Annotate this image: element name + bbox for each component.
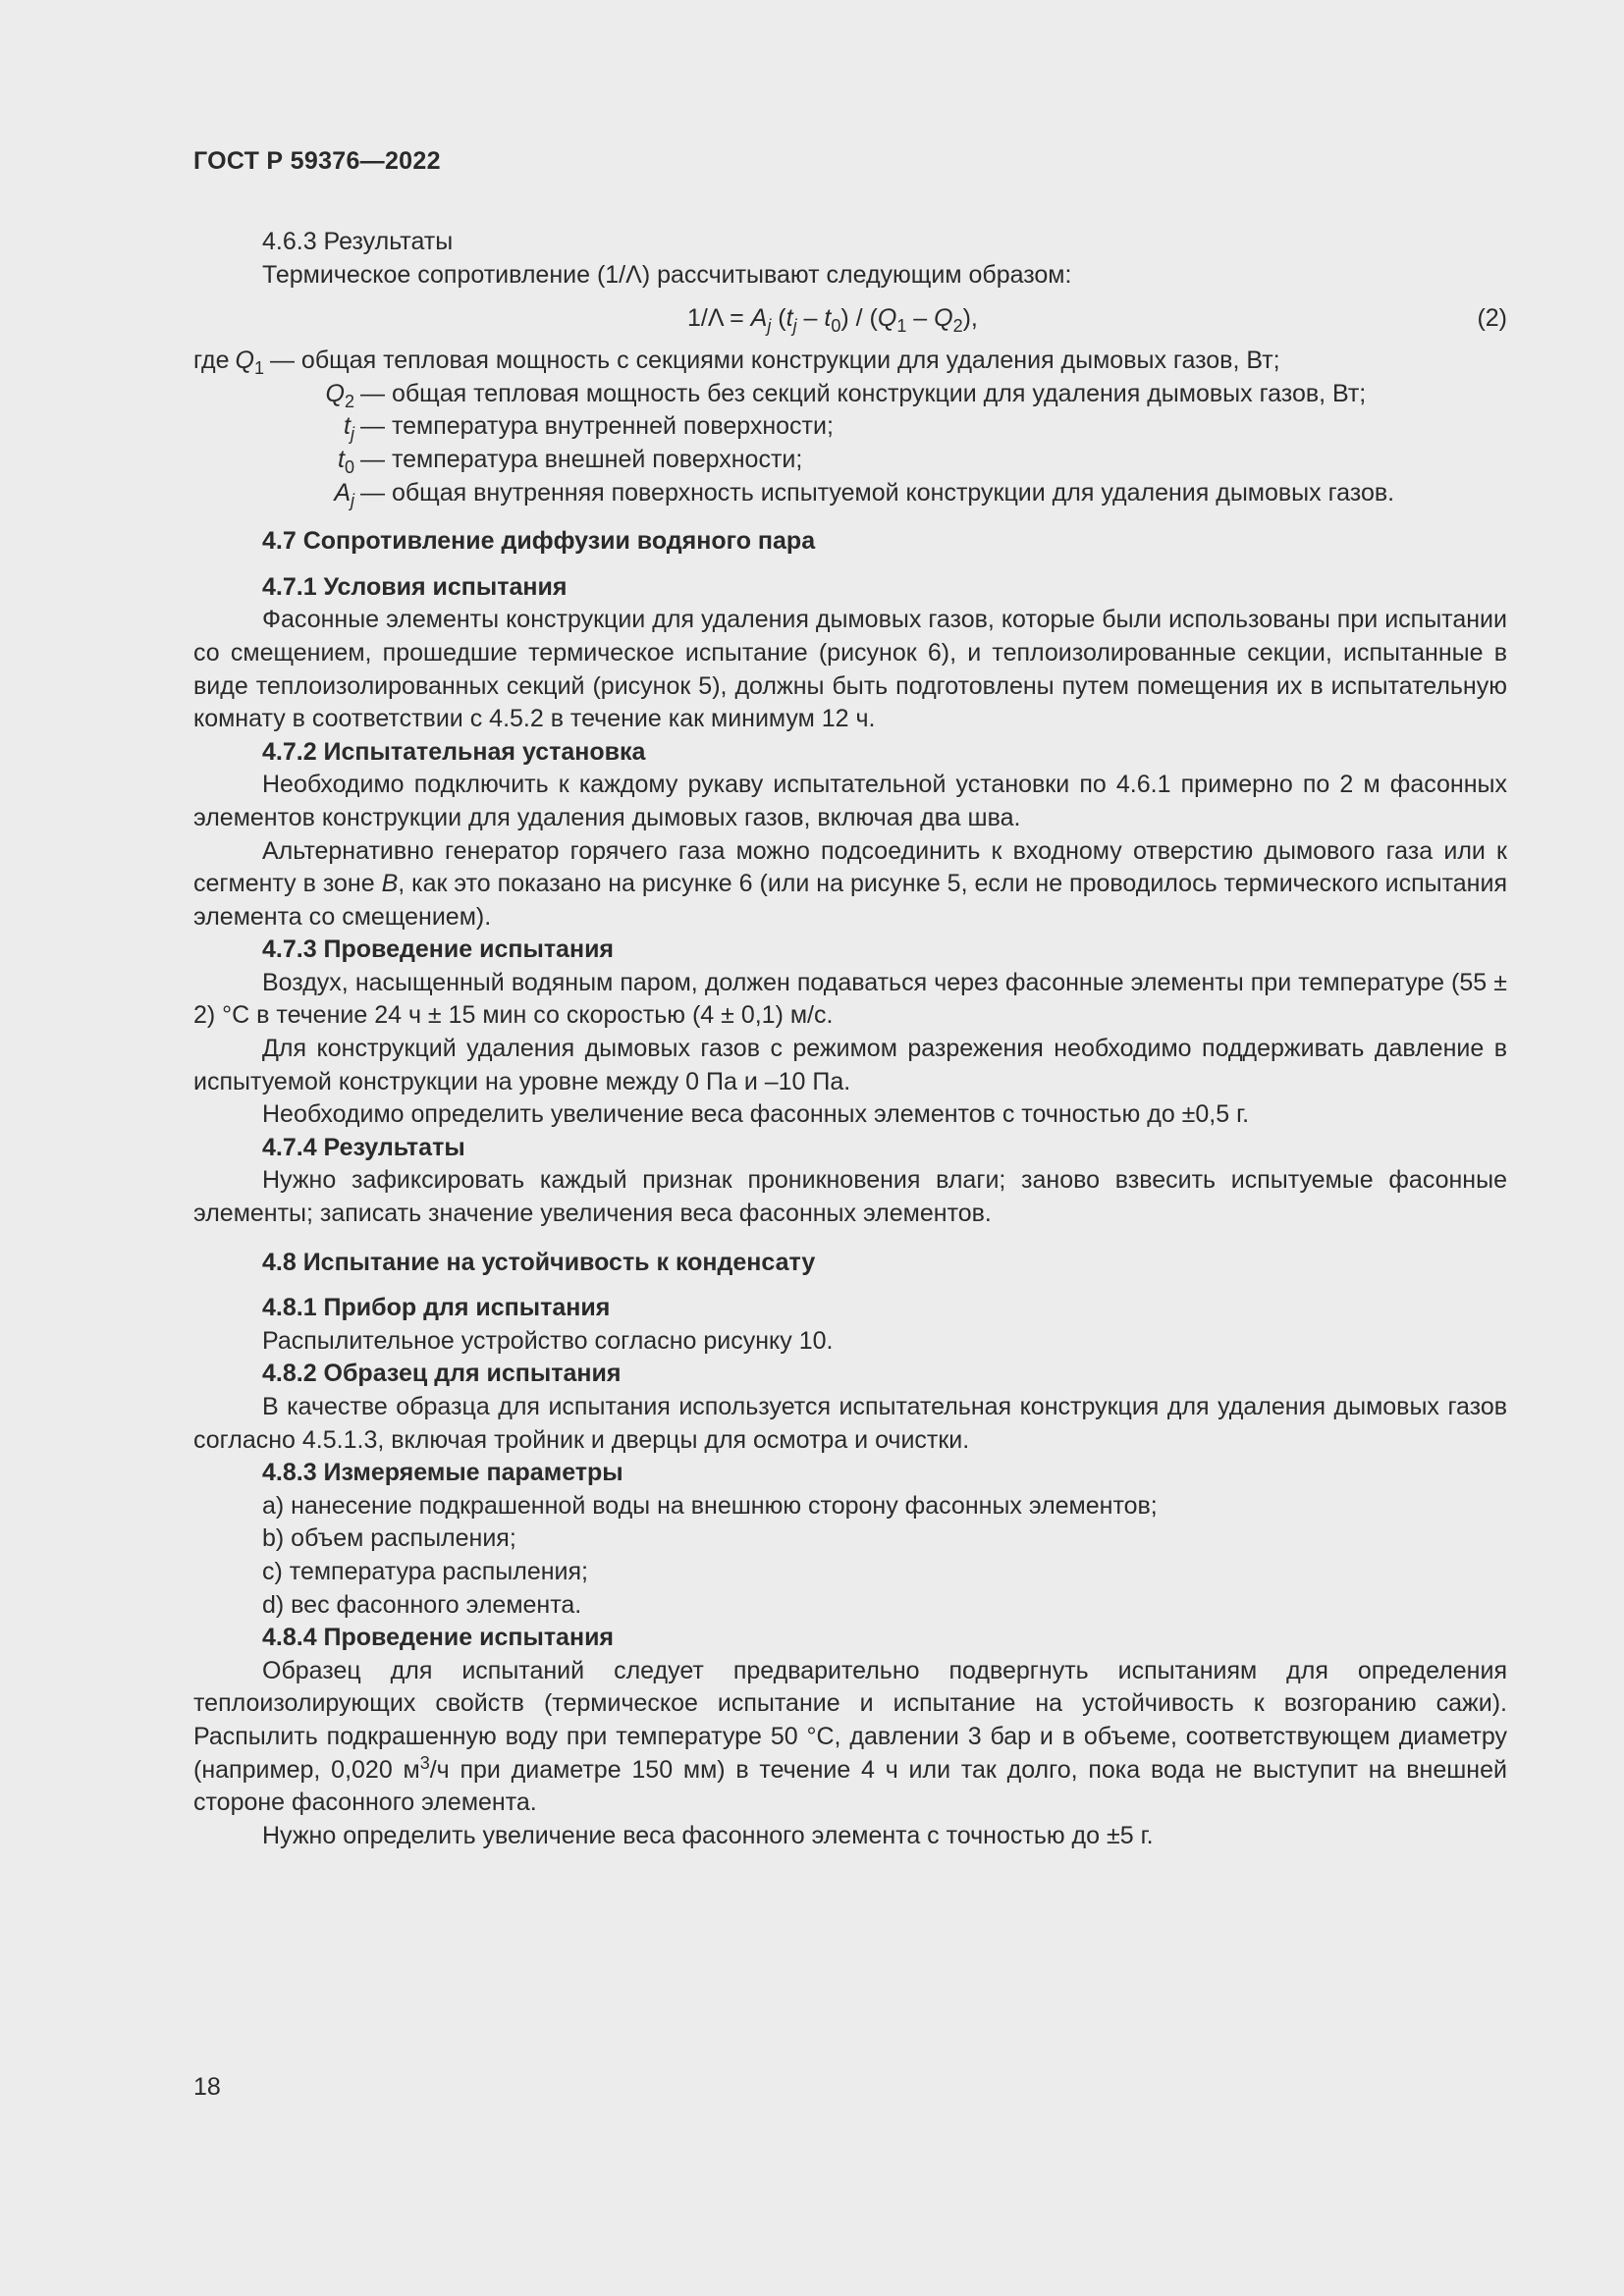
- formula-legend: [193, 345, 1507, 509]
- formula: $1/\Lambda = A_j$ $(t_j - t_0) / (Q_1 - Q_2)$,: [687, 304, 978, 337]
- section-4-7-title: 4.7 Сопротивление диффузии водяного пара: [262, 527, 816, 556]
- section-4-7-3-title: 4.7.3 Проведение испытания: [262, 935, 615, 964]
- section-4-7-4-paragraph: Нужно зафиксировать каждый признак проникновения влаги; заново взвесить испытуемые фасонные элементы; записать значение увеличения веса фасонных элементов.: [193, 1166, 1507, 1228]
- section-4-8-4-paragraph-1: Образец для испытаний следует предварительно подвергнуть испытаниям для определения теплоизолирующих свойств (термическое испытание и испытание на устойчивость к возгоранию сажи). Распылить подкрашенную воду при температуре 50 °С, давлении 3 бар и в объеме, соответствующем диаметру (например, 0,020 $м^3/ч$ при диаметре 150 мм) в течение 4 ч или так долго, пока вода не выступит на внешней стороне фасонного элемента.: [193, 1656, 1507, 1817]
- section-4-7-3-paragraph-2: Для конструкций удаления дымовых газов с режимом разрежения необходимо поддерживать давление в испытуемой конструкции на уровне между 0 Па и –10 Па.: [193, 1035, 1507, 1095]
- section-4-7-2-paragraph-1: Необходимо подключить к каждому рукаву испытательной установки по 4.6.1 примерно по 2 м фасонных элементов конструкции для удаления дымовых газов, включая два шва.: [193, 771, 1507, 831]
- formula-row: [193, 292, 1507, 345]
- legend-item: $Q_2$ — общая тепловая мощность без секций конструкции для удаления дымовых газов, Вт;: [325, 379, 1367, 411]
- list-item: b) объем распыления;: [262, 1524, 516, 1553]
- section-4-8-title: 4.8 Испытание на устойчивость к конденсату: [262, 1248, 816, 1276]
- formula-number: (2): [1477, 304, 1507, 333]
- section-4-7-2-title: 4.7.2 Испытательная установка: [262, 737, 646, 766]
- section-4-8-1-paragraph: Распылительное устройство согласно рисунку 10.: [262, 1326, 834, 1355]
- section-4-8-3-title: 4.8.3 Измеряемые параметры: [262, 1459, 623, 1487]
- section-4-7-2-paragraph-2: Альтернативно генератор горячего газа можно подсоединить к входному отверстию дымового газа или к сегменту в зоне B, как это показано на рисунке 6 (или на рисунке 5, если не проводилось термического испытания элемента со смещением).: [193, 836, 1507, 931]
- document-header: ГОСТ Р 59376—2022: [193, 147, 441, 175]
- section-4-8-4-paragraph-2: Нужно определить увеличение веса фасонного элемента с точностью до ±5 г.: [262, 1821, 1154, 1849]
- legend-item: $t_j$ — температура внутренней поверхности;: [344, 412, 834, 445]
- section-4-8-2-title: 4.8.2 Образец для испытания: [262, 1360, 622, 1388]
- section-4-8-2-paragraph: В качестве образца для испытания используется испытательная конструкция для удаления дымовых газов согласно 4.5.1.3, включая тройник и дверцы для осмотра и очистки.: [193, 1393, 1507, 1454]
- section-4-7-1-paragraph: Фасонные элементы конструкции для удаления дымовых газов, которые были использованы при испытании со смещением, прошедшие термическое испытание (рисунок 6), и теплоизолированные секции, испытанные в виде теплоизолированных секций (рисунок 5), должны быть подготовлены путем помещения их в испытательную комнату в соответствии с 4.5.2 в течение как минимум 12 ч.: [193, 606, 1507, 733]
- list-item: d) вес фасонного элемента.: [262, 1590, 582, 1619]
- page-number: 18: [193, 2073, 221, 2101]
- list-item: а) нанесение подкрашенной воды на внешнюю сторону фасонных элементов;: [262, 1491, 1158, 1520]
- section-4-7-3-paragraph-1: Воздух, насыщенный водяным паром, должен подаваться через фасонные элементы при температуре (55 ± 2) °С в течение 24 ч ± 15 мин со скоростью (4 ± 0,1) м/с.: [193, 968, 1507, 1030]
- section-4-8-4-title: 4.8.4 Проведение испытания: [262, 1624, 615, 1652]
- section-4-7-4-title: 4.7.4 Результаты: [262, 1133, 465, 1161]
- list-item: c) температура распыления;: [262, 1557, 588, 1585]
- page-content: [193, 226, 1507, 1852]
- legend-item: где $Q_1$ — общая тепловая мощность с секциями конструкции для удаления дымовых газов, Вт;: [193, 347, 1280, 379]
- legend-item: $t_0$ — температура внешней поверхности;: [338, 445, 803, 477]
- section-4-6-3-title: 4.6.3 Результаты: [262, 228, 454, 255]
- section-4-7-3-paragraph-3: Необходимо определить увеличение веса фасонных элементов с точностью до ±0,5 г.: [262, 1100, 1250, 1129]
- section-4-7-1-title: 4.7.1 Условия испытания: [262, 572, 568, 601]
- legend-item: $A_j$ — общая внутренняя поверхность испытуемой конструкции для удаления дымовых газов.: [334, 478, 1395, 510]
- section-4-6-3-intro: Термическое сопротивление (1/Λ) рассчитывают следующим образом:: [262, 260, 1072, 289]
- section-4-8-1-title: 4.8.1 Прибор для испытания: [262, 1294, 611, 1322]
